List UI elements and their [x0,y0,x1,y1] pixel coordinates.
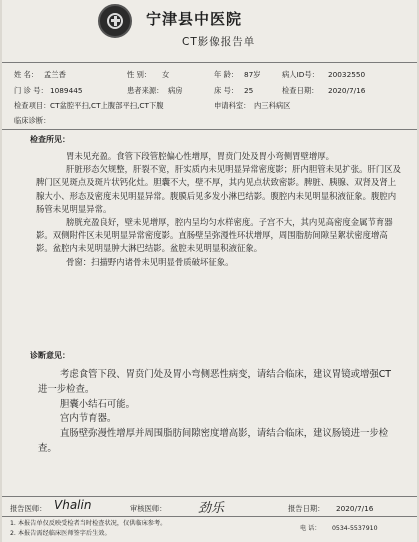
findings-body [36,150,401,269]
clinical-label: 临床诊断： [14,116,51,125]
findings-paragraph: 肝脏形态欠规整，肝裂不宽，肝实质内未见明显异常密度影；肝内胆管未见扩张。肝门区及脾门区见斑点及斑片状钙化灶。胆囊不大，壁不厚，其内见点状致密影。脾脏、胰腺、双肾及肾上腺大小、形态及密度未见明显异常。腹膜后见多发小淋巴结影。腹腔内未见明显积液征象。腹腔内肠管未见明显异常。 [36,164,401,214]
exam-label: 检查项目： [14,101,51,110]
exam-date: 2020/7/16 [328,86,366,95]
phone-label: 电 话： [300,525,321,532]
footer-note: 2. 本报告需经临床医师签字后生效。 [10,530,111,537]
patient-sex: 女 [162,70,170,79]
findings-title: 检查所见： [30,135,70,144]
findings-paragraph: 膀胱充盈良好，壁未见增厚，腔内呈均匀水样密度。子宫不大，其内见高密度金属节育器影。双侧附件区未见明显异常密度影。直肠壁呈弥漫性环状增厚，周围脂肪间隙呈絮状密度增高影。盆腔内未见明显肿大淋巴结影。盆腔未见明显积液征象。 [36,217,393,254]
impression-line: 宫内节育器。 [60,413,117,425]
divider [2,516,417,517]
patient-row-2 [2,82,417,98]
impression-line: 直肠壁弥漫性增厚并周围脂肪间隙密度增高影，请结合临床，建议肠镜进一步检查。 [38,428,389,454]
pid-label: 病人ID号： [282,70,319,79]
clinical-row [2,112,417,128]
reviewer-signature: 劲乐 [198,501,225,516]
impression-body [38,368,398,457]
findings-paragraph: 胃未见充盈。食管下段管腔偏心性增厚，胃贲门处及胃小弯侧胃壁增厚。 [66,151,334,161]
date-label: 检查日期： [282,86,319,95]
report-date-label: 报告日期： [288,504,325,513]
findings-paragraph: 骨窗：扫描野内诸骨未见明显骨质破坏征象。 [66,256,234,267]
patient-row-1 [2,66,417,82]
impression-title: 诊断意见： [30,351,70,360]
dept-name: 内三科病区 [254,101,291,110]
source-label: 患者来源： [127,86,164,95]
phone-number: 0534-5537910 [332,525,378,532]
visit-number: 1089445 [50,86,83,95]
reviewer-label: 审核医师： [130,504,167,513]
exam-items: CT盆腔平扫,CT上腹部平扫,CT下腹 [50,101,164,110]
impression-line: 胆囊小结石可能。 [60,398,136,410]
doctor-label: 报告医师： [10,504,47,513]
doctor-signature: Vhalin [54,498,92,512]
patient-source: 病房 [168,86,183,95]
patient-row-3 [2,97,417,113]
report-date: 2020/7/16 [336,504,374,513]
visit-label: 门 诊 号： [14,86,48,95]
report-sheet [2,0,417,542]
bed-number: 25 [244,86,254,95]
hospital-name: 宁津县中医院 [146,10,243,28]
divider [2,129,417,130]
hospital-logo [98,4,132,38]
dept-label: 申请科室： [214,101,251,110]
patient-id: 20032550 [328,70,366,79]
age-label: 年 龄： [214,70,239,79]
sex-label: 性 别： [127,70,152,79]
name-label: 姓 名： [14,70,39,79]
patient-name: 孟兰香 [44,70,66,79]
footer-note: 1. 本报告单仅反映受检者当时检查状况，仅供临床参考。 [10,520,167,527]
patient-age: 87岁 [244,70,261,79]
bed-label: 床 号： [214,86,239,95]
impression-line: 考虑食管下段、胃贲门处及胃小弯侧恶性病变，请结合临床，建议胃镜或增强CT进一步检查。 [38,369,392,395]
divider [2,62,417,63]
report-title: CT影像报告单 [182,36,256,48]
